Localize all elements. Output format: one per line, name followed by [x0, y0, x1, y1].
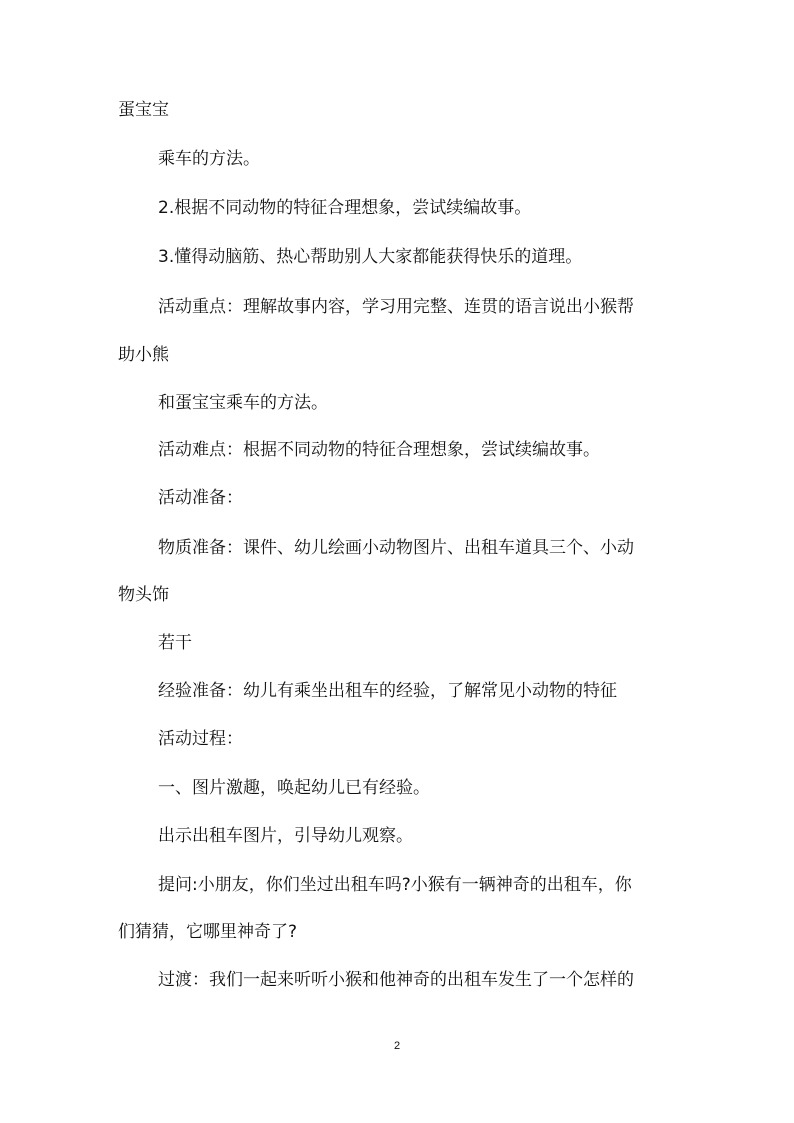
text-line: 活动过程： — [158, 729, 243, 749]
text-line: 3.懂得动脑筋、热心帮助别人大家都能获得快乐的道理。 — [158, 247, 583, 267]
text-line: 活动准备： — [158, 488, 243, 508]
page-number: 2 — [393, 1040, 401, 1052]
text-line: 2.根据不同动物的特征合理想象，尝试续编故事。 — [158, 198, 532, 218]
text-line: 若干 — [158, 633, 192, 653]
text-line: 活动难点：根据不同动物的特征合理想象，尝试续编故事。 — [158, 440, 600, 460]
text-line: 们猜猜，它哪里神奇了? — [118, 922, 298, 942]
text-line: 物头饰 — [118, 585, 169, 605]
text-line: 活动重点：理解故事内容，学习用完整、连贯的语言说出小猴帮 — [158, 297, 634, 317]
text-line: 乘车的方法。 — [158, 149, 260, 169]
text-line: 经验准备：幼儿有乘坐出租车的经验，了解常见小动物的特征 — [158, 681, 617, 701]
text-line: 物质准备：课件、幼儿绘画小动物图片、出租车道具三个、小动 — [158, 538, 634, 558]
text-line: 出示出租车图片，引导幼儿观察。 — [158, 826, 413, 846]
text-line: 过渡：我们一起来听听小猴和他神奇的出租车发生了一个怎样的 — [158, 970, 634, 990]
text-line: 蛋宝宝 — [118, 100, 169, 120]
text-line: 提问:小朋友，你们坐过出租车吗?小猴有一辆神奇的出租车，你 — [158, 875, 632, 895]
text-line: 助小熊 — [118, 345, 169, 365]
text-line: 和蛋宝宝乘车的方法。 — [158, 393, 328, 413]
text-line: 一、图片激趣，唤起幼儿已有经验。 — [158, 778, 430, 798]
